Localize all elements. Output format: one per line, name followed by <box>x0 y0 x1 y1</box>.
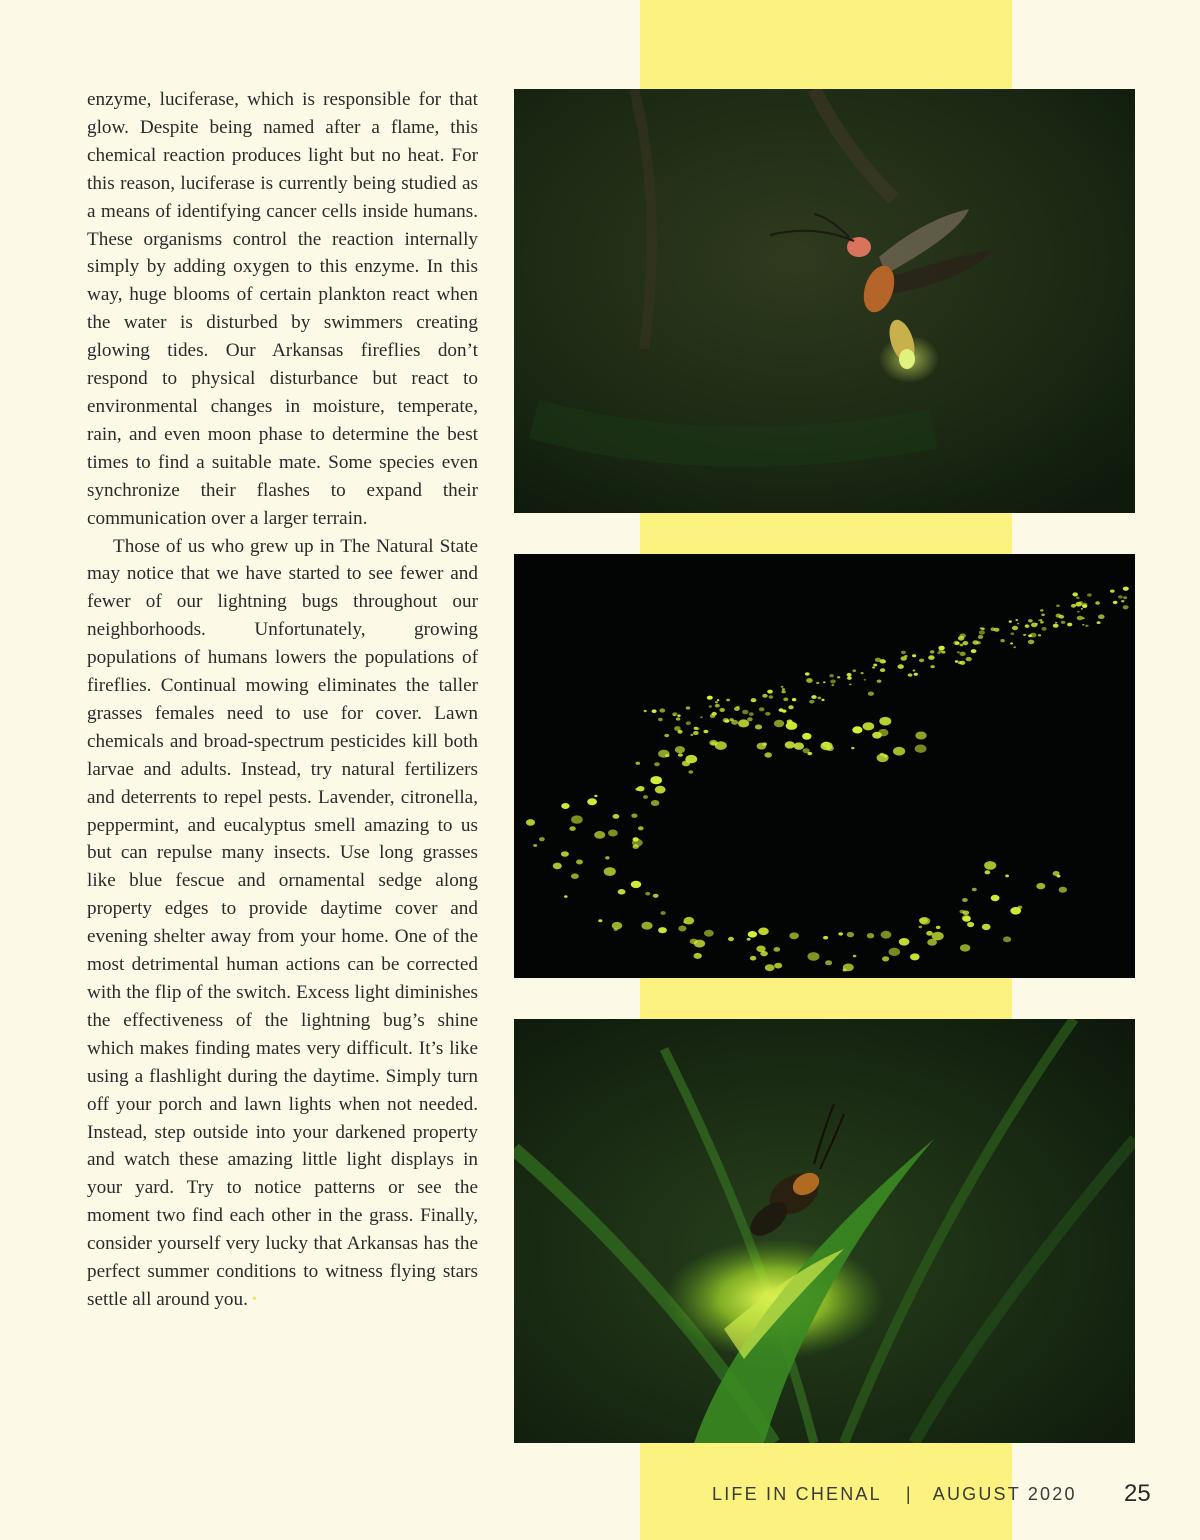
firefly-light <box>913 670 916 672</box>
paragraph-text: Those of us who grew up in The Natural State may notice that we have started to see fewer and fewer of our lightning bugs throughout our neighborhoods. Unfortunately, growing populations of humans lowers the populations of fireflies. Continual mowing eliminates the taller grasses females need to use for cover. Lawn chemicals and broad-spectrum pesticides kill both larvae and adults. Instead, try natural fertilizers and deterrents to repel pests. Lavender, citronella, peppermint, and eucalyptus smell amazing to us but can repulse many insects. Use long grasses like blue fescue and ornamental sedge along property edges to provide daytime cover and evening shelter away from your home. One of the most detrimental human actions can be corrected with the flip of the switch. Excess light diminishes the effectiveness of the lightning bug’s shine which makes finding mates very difficult. It’s like using a flashlight during the daytime. Simply turn off your porch and lawn lights when not needed. Instead, step outside into your darkened property and watch these amazing little light displays in your yard. Try to notice patterns or see the moment two find each other in the grass. Finally, consider yourself very lucky that Arkansas has the perfect summer conditions to witness flying stars settle all around you. <box>87 535 478 1310</box>
firefly-light <box>851 747 854 749</box>
firefly-light <box>936 926 941 929</box>
firefly-light <box>571 815 583 823</box>
issue-date: AUGUST 2020 <box>932 1484 1077 1504</box>
firefly-light <box>782 710 786 713</box>
firefly-light <box>1036 883 1045 889</box>
firefly-light <box>1017 623 1019 625</box>
firefly-light <box>1018 906 1023 909</box>
firefly-light <box>919 926 923 929</box>
firefly-light <box>676 717 680 720</box>
firefly-light <box>658 718 663 721</box>
firefly-light <box>608 830 618 837</box>
end-mark-icon: • <box>251 1291 257 1307</box>
firefly-light <box>631 881 641 888</box>
firefly-light <box>794 742 804 749</box>
firefly-light <box>1005 875 1009 878</box>
firefly-light <box>759 707 765 711</box>
firefly-light <box>1076 602 1082 607</box>
firefly-light <box>908 673 913 676</box>
firefly-light <box>762 694 767 698</box>
firefly-light <box>653 894 659 898</box>
firefly-light <box>788 705 793 709</box>
firefly-flight-photo <box>514 89 1135 513</box>
firefly-light <box>882 956 889 961</box>
firefly-light <box>972 888 977 892</box>
firefly-light <box>899 938 910 946</box>
firefly-light <box>654 762 660 766</box>
firefly-light <box>690 734 693 736</box>
firefly-light <box>731 720 738 725</box>
firefly-light <box>655 786 666 794</box>
firefly-light <box>807 752 812 755</box>
firefly-light <box>685 755 697 763</box>
firefly-light <box>678 753 683 757</box>
firefly-light <box>829 674 833 677</box>
firefly-light <box>847 932 854 937</box>
firefly-light <box>717 699 720 701</box>
firefly-light <box>539 837 545 841</box>
firefly-light <box>660 911 665 915</box>
firefly-light <box>1028 634 1032 637</box>
firefly-light <box>703 730 708 734</box>
article-body <box>87 86 478 1314</box>
firefly-light <box>773 947 780 952</box>
firefly-light <box>982 924 991 930</box>
firefly-light <box>873 664 877 667</box>
firefly-light <box>861 672 864 674</box>
firefly-light <box>847 676 852 679</box>
firefly-light <box>1038 634 1041 636</box>
firefly-light <box>782 688 785 690</box>
firefly-light <box>635 788 639 791</box>
firefly-light <box>978 635 983 639</box>
firefly-light <box>636 762 641 765</box>
firefly-light <box>613 814 620 819</box>
firefly-light <box>830 680 836 684</box>
firefly-light <box>1081 603 1087 607</box>
firefly-light <box>694 953 702 959</box>
firefly-light <box>553 863 562 870</box>
firefly-light <box>955 660 958 662</box>
firefly-light <box>930 650 934 653</box>
firefly-light <box>831 684 834 686</box>
firefly-light <box>612 922 623 930</box>
firefly-light <box>1077 616 1084 621</box>
firefly-light <box>809 700 814 704</box>
firefly-light <box>811 695 816 699</box>
firefly-light <box>880 668 885 672</box>
firefly-light <box>919 917 928 923</box>
firefly-light <box>852 669 856 672</box>
firefly-light <box>734 707 740 711</box>
firefly-light <box>664 734 669 737</box>
firefly-light <box>700 716 703 718</box>
firefly-light <box>673 714 676 716</box>
firefly-light <box>651 800 660 806</box>
firefly-light <box>571 873 579 879</box>
firefly-light <box>868 692 874 696</box>
firefly-light <box>576 860 583 865</box>
firefly-light <box>674 726 681 731</box>
firefly-light <box>758 928 769 936</box>
firefly-light <box>1118 595 1123 598</box>
firefly-light <box>725 719 730 722</box>
firefly-light <box>675 746 685 753</box>
firefly-light <box>774 720 784 727</box>
firefly-light <box>1053 624 1059 628</box>
firefly-light <box>749 712 754 716</box>
firefly-light <box>792 698 796 701</box>
firefly-light <box>926 931 933 936</box>
firefly-light <box>564 895 568 898</box>
firefly-light <box>932 932 944 941</box>
firefly-light <box>1013 646 1016 648</box>
firefly-light <box>594 795 597 797</box>
page-number: 25 <box>1124 1480 1151 1507</box>
firefly-light <box>1055 622 1057 624</box>
firefly-light <box>928 655 934 660</box>
firefly-light <box>677 715 680 717</box>
firefly-light <box>802 733 811 740</box>
firefly-light <box>962 915 971 921</box>
firefly-light <box>1053 871 1060 876</box>
firefly-light <box>1113 601 1118 604</box>
firefly-light <box>1097 621 1101 624</box>
firefly-light <box>748 931 757 938</box>
firefly-light <box>912 654 916 657</box>
firefly-light <box>769 695 774 698</box>
firefly-light <box>604 867 616 876</box>
firefly-light <box>1000 639 1004 642</box>
firefly-light <box>817 697 821 700</box>
firefly-light <box>1015 619 1018 621</box>
firefly-light <box>1010 632 1014 635</box>
firefly-light <box>806 678 813 683</box>
firefly-light <box>808 952 820 961</box>
firefly-light <box>1061 621 1066 624</box>
firefly-light <box>764 752 772 757</box>
firefly-light <box>1009 620 1012 622</box>
firefly-light <box>957 651 960 653</box>
firefly-light <box>765 964 775 971</box>
firefly-light <box>963 641 969 645</box>
firefly-light <box>853 955 857 958</box>
firefly-grass-photo <box>514 1019 1135 1443</box>
firefly-light <box>783 698 788 702</box>
firefly-light <box>765 712 770 716</box>
firefly-swarm-photo <box>514 554 1135 978</box>
firefly-light <box>1077 611 1079 613</box>
firefly-light <box>644 710 647 712</box>
firefly-light <box>893 747 905 756</box>
firefly-light <box>915 745 927 753</box>
article-paragraph: enzyme, luciferase, which is responsible for that glow. Despite being named after a flame, this chemical reaction produces light but no heat. For this reason, luciferase is currently being studied as a means of identifying cancer cells inside humans. These organisms control the reaction internally simply by adding oxygen to this enzyme. In this way, huge blooms of certain plankton react when the water is disturbed by swimmers creating glowing tides. Our Arkansas fireflies don’t respond to physical disturbance but react to environmental changes in moisture, temperate, rain, and even moon phase to determine the best times to find a suitable mate. Some species even synchronize their flashes to expand their communication over a larger terrain. <box>87 89 478 529</box>
firefly-light <box>1012 626 1018 630</box>
firefly-light <box>709 740 717 746</box>
firefly-light <box>878 729 888 736</box>
firefly-light <box>938 650 942 653</box>
firefly-light <box>719 708 725 712</box>
firefly-light <box>816 682 819 684</box>
firefly-light <box>1040 621 1044 624</box>
firefly-light <box>533 844 537 847</box>
firefly-light <box>984 861 996 870</box>
firefly-light <box>863 722 875 730</box>
firefly-light <box>985 870 991 874</box>
firefly-light <box>971 649 977 653</box>
firefly-light <box>972 640 978 644</box>
firefly-light <box>747 938 751 941</box>
firefly-light <box>645 892 650 896</box>
firefly-light <box>991 627 996 631</box>
firefly-light <box>901 651 906 655</box>
footer-separator: | <box>905 1484 913 1504</box>
firefly-light <box>650 776 662 784</box>
firefly-light <box>915 732 926 740</box>
firefly-light <box>1123 596 1127 599</box>
firefly-light <box>967 922 974 927</box>
firefly-light <box>747 717 753 721</box>
firefly-light <box>757 743 767 750</box>
firefly-light <box>1067 623 1072 627</box>
firefly-light <box>849 684 852 686</box>
firefly-light <box>838 932 843 935</box>
firefly-light <box>715 704 720 708</box>
firefly-light <box>872 666 875 668</box>
firefly-light <box>1056 605 1060 608</box>
firefly-light <box>678 926 686 932</box>
firefly-light <box>1025 624 1030 628</box>
firefly-light <box>930 665 934 668</box>
firefly-light <box>1040 609 1043 611</box>
firefly-light <box>1087 593 1092 596</box>
firefly-light <box>710 714 716 718</box>
firefly-light <box>638 826 644 830</box>
firefly-light <box>955 642 960 645</box>
firefly-light <box>694 940 705 948</box>
firefly-light <box>618 889 626 895</box>
firefly-light <box>881 931 892 939</box>
firefly-light <box>1082 624 1084 626</box>
firefly-light <box>1041 614 1045 617</box>
firefly-light <box>786 722 798 730</box>
page-footer <box>712 1484 1077 1505</box>
firefly-light <box>825 960 832 965</box>
article-paragraph <box>87 533 478 1314</box>
firefly-light <box>962 898 968 902</box>
firefly-light <box>785 741 795 748</box>
firefly-light <box>875 658 881 662</box>
firefly-light <box>966 657 972 661</box>
firefly-light <box>1081 608 1083 610</box>
firefly-light <box>1110 590 1115 593</box>
firefly-light <box>1042 627 1047 631</box>
firefly-light <box>1040 619 1042 621</box>
firefly-light <box>919 659 924 663</box>
firefly-light <box>889 948 901 956</box>
firefly-light <box>742 710 748 715</box>
magazine-name: LIFE IN CHENAL <box>712 1484 882 1504</box>
firefly-light <box>526 819 535 826</box>
firefly-light <box>781 686 784 688</box>
firefly-light <box>767 690 773 694</box>
firefly-light <box>1003 936 1011 942</box>
firefly-light <box>901 656 907 661</box>
firefly-light <box>631 814 637 818</box>
firefly-light <box>605 856 609 859</box>
firefly-light <box>991 895 1000 901</box>
firefly-light <box>694 727 698 730</box>
firefly-light <box>960 910 965 914</box>
firefly-light <box>728 937 734 941</box>
firefly-light <box>693 731 699 735</box>
firefly-light <box>914 673 918 676</box>
firefly-light <box>774 963 782 969</box>
firefly-light <box>750 956 756 961</box>
firefly-light <box>1031 623 1037 628</box>
firefly-light <box>704 930 714 937</box>
firefly-light <box>632 839 643 847</box>
firefly-light <box>960 661 966 665</box>
firefly-light <box>1123 605 1129 609</box>
firefly-light <box>1028 619 1033 622</box>
firefly-light <box>877 680 882 683</box>
firefly-light <box>789 932 799 939</box>
firefly-light <box>1010 643 1013 645</box>
firefly-light <box>652 709 657 713</box>
firefly-light <box>760 951 768 956</box>
firefly-light <box>898 664 904 669</box>
firefly-light <box>864 679 867 681</box>
firefly-light <box>738 719 749 727</box>
firefly-light <box>1085 625 1088 627</box>
firefly-light <box>941 647 944 649</box>
firefly-light <box>707 696 713 700</box>
firefly-light <box>686 721 691 725</box>
firefly-light <box>665 754 669 757</box>
firefly-light <box>805 672 810 675</box>
firefly-light <box>877 754 889 763</box>
firefly-light <box>958 636 964 641</box>
firefly-light <box>852 726 862 733</box>
firefly-light <box>643 795 648 799</box>
firefly-light <box>960 944 970 951</box>
firefly-light <box>561 803 569 809</box>
firefly-light <box>1095 601 1100 604</box>
firefly-light <box>821 699 824 701</box>
firefly-light <box>751 698 757 702</box>
firefly-light <box>821 742 833 751</box>
firefly-light <box>847 673 852 677</box>
firefly-light <box>837 676 840 678</box>
firefly-light <box>1059 887 1067 893</box>
firefly-light <box>1028 640 1034 645</box>
firefly-light <box>1059 615 1064 619</box>
firefly-light <box>726 699 730 702</box>
firefly-light <box>981 628 985 631</box>
firefly-light <box>823 681 826 683</box>
firefly-light <box>658 927 667 933</box>
firefly-light <box>910 953 920 960</box>
firefly-light <box>686 706 691 709</box>
firefly-light <box>823 936 828 940</box>
firefly-light <box>1071 604 1076 608</box>
firefly-light <box>688 770 693 773</box>
firefly-light <box>587 798 597 805</box>
firefly-light <box>684 917 695 925</box>
firefly-light <box>569 826 575 831</box>
firefly-light <box>867 933 874 938</box>
firefly-light <box>1121 600 1124 602</box>
firefly-light <box>1023 634 1026 636</box>
firefly-light <box>1076 597 1080 600</box>
firefly-light <box>1072 592 1078 596</box>
firefly-light <box>715 701 718 703</box>
firefly-light <box>598 919 602 922</box>
firefly-light <box>960 652 966 656</box>
firefly-light <box>561 851 569 857</box>
firefly-light <box>709 705 712 707</box>
firefly-light <box>1123 587 1129 591</box>
firefly-light <box>641 922 652 930</box>
firefly-light <box>879 717 891 726</box>
firefly-light <box>979 630 985 634</box>
firefly-light <box>1082 617 1085 619</box>
firefly-light <box>781 690 785 693</box>
firefly-light <box>843 964 854 972</box>
firefly-light <box>594 831 605 839</box>
firefly-light <box>960 644 964 647</box>
firefly-light <box>659 708 665 712</box>
firefly-light <box>1098 614 1105 619</box>
firefly-light <box>755 725 762 730</box>
